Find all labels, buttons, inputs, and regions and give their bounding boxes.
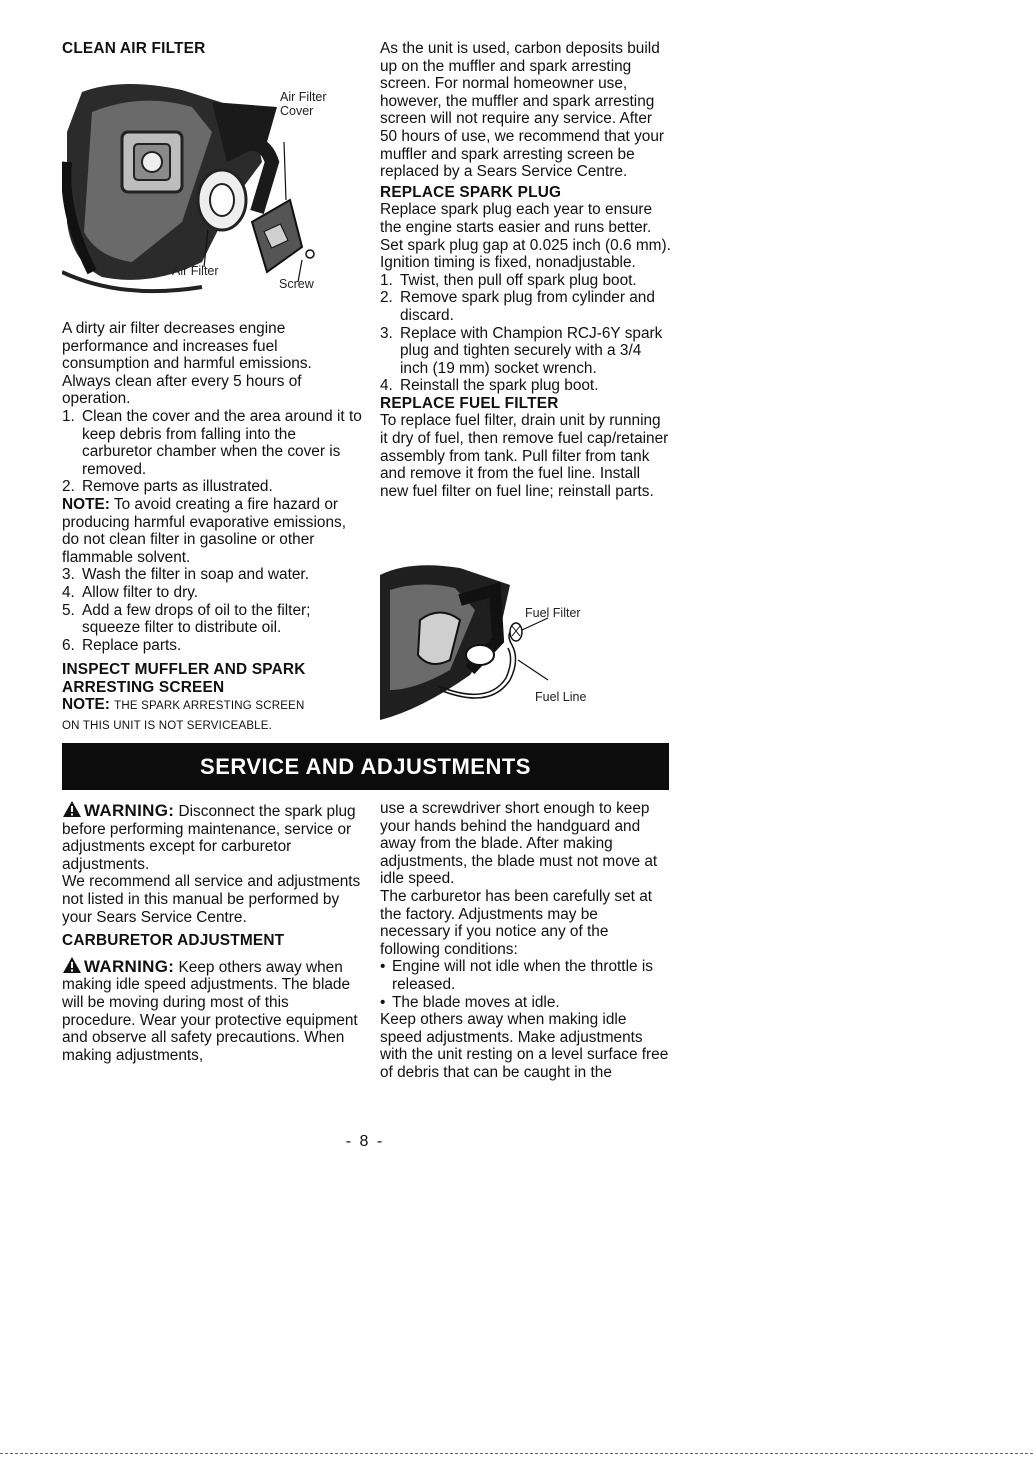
list-item: 5. Add a few drops of oil to the filter; squeeze filter to distribute oil. bbox=[62, 601, 311, 637]
recommend-paragraph: We recommend all service and adjustments not listed in this manual be performed by your Sears Service Centre. bbox=[62, 873, 361, 926]
warning-triangle-icon bbox=[62, 800, 82, 818]
page-number: - 8 - bbox=[345, 1133, 385, 1150]
fig2-label-fuel-line: Fuel Line bbox=[535, 690, 587, 704]
list-item: 1. Twist, then pull off spark plug boot. bbox=[380, 271, 637, 289]
list-item: 3. Wash the filter in soap and water. bbox=[62, 566, 309, 584]
list-item: 6. Replace parts. bbox=[62, 636, 182, 654]
list-item: • Engine will not idle when the throttle is released. bbox=[380, 958, 653, 993]
heading-inspect-muffler: INSPECT MUFFLER AND SPARK ARRESTING SCREEN bbox=[62, 661, 306, 696]
list-item: 2. Remove spark plug from cylinder and discard. bbox=[380, 289, 655, 324]
fig1-label-screw: Screw bbox=[279, 277, 314, 291]
heading-clean-air-filter: CLEAN AIR FILTER bbox=[62, 40, 206, 57]
left-column bbox=[62, 40, 362, 58]
fig2-label-fuel-filter: Fuel Filter bbox=[525, 606, 581, 620]
warning-triangle-icon bbox=[62, 956, 82, 974]
list-item: 4. Allow filter to dry. bbox=[62, 583, 199, 601]
left-column-body bbox=[62, 320, 362, 736]
air-filter-figure bbox=[62, 72, 352, 300]
list-item: 1. Clean the cover and the area around it to keep debris from falling into the carburetor chamber when the cover is removed. bbox=[62, 407, 362, 478]
fuel-filter-figure bbox=[380, 560, 672, 720]
spark-plug-paragraph: Replace spark plug each year to ensure the engine starts easier and runs better. Set spark plug gap at 0.025 inch (0.6 mm). Ignition timing is fixed, nonadjustable. bbox=[380, 201, 671, 272]
list-item: 4. Reinstall the spark plug boot. bbox=[380, 377, 599, 395]
heading-carburetor-adjustment: CARBURETOR ADJUSTMENT bbox=[62, 932, 285, 950]
page-bottom-rule bbox=[0, 1453, 1033, 1454]
bottom-left-column bbox=[62, 800, 362, 1064]
fig1-label-air-filter: Air Filter bbox=[172, 264, 219, 278]
warning-label: WARNING: bbox=[84, 956, 175, 976]
heading-replace-spark-plug: REPLACE SPARK PLUG bbox=[380, 183, 562, 201]
muffler-paragraph: As the unit is used, carbon deposits build up on the muffler and spark arresting screen. For normal homeowner use, however, the muffler and spark arresting screen will not require any service. After 50 hours of use, we recommend that your muffler and spark arresting screen be replaced by a Sears Service Centre. bbox=[380, 40, 665, 181]
carburetor-set-paragraph: The carburetor has been carefully set at the factory. Adjustments may be necessary if you notice any of the following conditions: bbox=[380, 887, 653, 958]
section-banner: SERVICE AND ADJUSTMENTS bbox=[62, 743, 669, 790]
fuel-filter-illustration bbox=[380, 560, 672, 720]
fig1-label-air-filter-cover: Air Filter Cover bbox=[280, 90, 327, 118]
warning-label: WARNING: bbox=[84, 801, 175, 820]
bottom-right-column bbox=[380, 800, 672, 1082]
warning1-paragraph: WARNING: Disconnect the spark plug before performing maintenance, service or adjustments except for carburetor adjustments. bbox=[62, 801, 356, 873]
fuel-filter-paragraph: To replace fuel filter, drain unit by running it dry of fuel, then remove fuel cap/retainer assembly from tank. Pull filter from tank and remove it from the fuel line. Install new fuel filter on fuel line; reinstall parts. bbox=[380, 412, 669, 500]
list-item: 2. Remove parts as illustrated. bbox=[62, 478, 273, 496]
note-paragraph: NOTE: To avoid creating a fire hazard or producing harmful evaporative emissions, do not clean filter in gasoline or other flammable solvent. bbox=[62, 495, 347, 566]
list-item: • The blade moves at idle. bbox=[380, 993, 560, 1011]
keep-others-paragraph: Keep others away when making idle speed adjustments. Make adjustments with the unit resting on a level surface free of debris that can be caught in the bbox=[380, 1011, 669, 1081]
air-filter-paragraph: A dirty air filter decreases engine performance and increases fuel consumption and harmful emissions. Always clean after every 5 hours of operation. bbox=[62, 320, 312, 408]
warning2-paragraph: WARNING: Keep others away when making idle speed adjustments. The blade will be moving during most of this procedure. Wear your protective equipment and observe all safety precautions. When making adjustments, bbox=[62, 956, 358, 1064]
note2-paragraph: NOTE: THE SPARK ARRESTING SCREEN ON THIS UNIT IS NOT SERVICEABLE. bbox=[62, 696, 305, 733]
list-item: 3. Replace with Champion RCJ-6Y spark plug and tighten securely with a 3/4 inch (19 mm) socket wrench. bbox=[380, 324, 663, 377]
screwdriver-paragraph: use a screwdriver short enough to keep your hands behind the handguard and away from the blade. After making adjustments, the blade must not move at idle speed. bbox=[380, 800, 658, 888]
note-label: NOTE: bbox=[62, 495, 110, 513]
heading-replace-fuel-filter: REPLACE FUEL FILTER bbox=[380, 394, 559, 412]
right-column bbox=[380, 40, 672, 500]
